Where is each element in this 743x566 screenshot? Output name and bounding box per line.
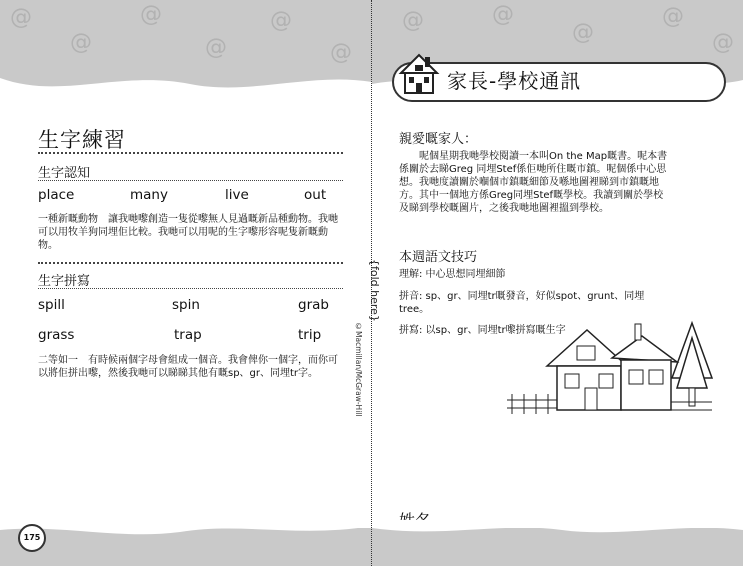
- skill-spelling: 拼寫: 以sp、gr、同埋tr嚟拼寫嘅生字: [399, 325, 566, 336]
- swirl-decoration-icon: @: [402, 8, 424, 33]
- greeting: 親愛嘅家人：: [399, 132, 478, 147]
- swirl-decoration-icon: @: [492, 2, 514, 27]
- bottom-decorative-band: [372, 528, 743, 566]
- spelling-word: grass: [38, 327, 75, 343]
- swirl-decoration-icon: @: [712, 30, 734, 55]
- activity-paragraph-1: 一種新嘅動物 讓我哋嚟創造一隻從嚟無人見過嘅新品種動物。我哋可以用牧羊狗同埋佢比較。我哋可以用呢的生字嚟形容呢隻新嘅動物。: [38, 214, 338, 251]
- spelling-word: trap: [174, 327, 202, 343]
- section-divider: [38, 262, 343, 264]
- copyright-credit: ©Macmillan/McGraw-Hill: [354, 322, 363, 417]
- vocab-word: place: [38, 187, 75, 203]
- top-decorative-band: [0, 0, 372, 98]
- activity-paragraph-2: 二等如一 有時候兩個字母會組成一個音。我會俾你一個字，而你可以將佢拼出嚟，然後我哋可以睇睇其他有嘅sp、gr、同埋tr字。: [38, 355, 338, 379]
- right-page: [372, 0, 743, 566]
- fold-here-label: {fold here}: [368, 258, 381, 322]
- section-divider: [38, 180, 343, 181]
- section-heading-spelling: 生字拼寫: [38, 274, 91, 289]
- skill-comprehension: 理解: 中心思想同埋細節: [399, 269, 506, 280]
- swirl-decoration-icon: @: [10, 5, 32, 30]
- spelling-word: grab: [298, 297, 329, 313]
- vocab-word: many: [130, 187, 168, 203]
- swirl-decoration-icon: @: [70, 30, 92, 55]
- spelling-word: spill: [38, 297, 65, 313]
- swirl-decoration-icon: @: [270, 8, 292, 33]
- swirl-decoration-icon: @: [572, 20, 594, 45]
- intro-paragraph: 呢個星期我哋學校閱讀一本叫On the Map嘅書。呢本書係關於去睇Greg 同埋Stef係佢哋所住嘅市鎮。呢個係中心思想。我哋度讀關於嗰個市鎮嘅細節及喺地圖裡睇到市鎮嘅地方。其中一個地方係Greg同埋Stef嘅學校。我讀到關於學校及睇到學校嘅圖片，之後我哋地圖裡搵到學校。: [399, 151, 668, 214]
- newsletter-title: 家長-學校通訊: [447, 69, 582, 93]
- skill-phonics: 拼音: sp、gr、同埋tr嘅發音，好似spot、grunt、同埋tree。: [399, 291, 645, 315]
- school-house-icon: [397, 51, 441, 97]
- swirl-decoration-icon: @: [140, 2, 162, 27]
- skills-heading: 本週語文技巧: [399, 250, 478, 265]
- band-wave-edge: [0, 520, 372, 540]
- title-divider: [38, 152, 343, 154]
- section-divider: [38, 288, 343, 289]
- swirl-decoration-icon: @: [330, 40, 352, 65]
- section-heading-recognition: 生字認知: [38, 166, 91, 181]
- swirl-decoration-icon: @: [205, 35, 227, 60]
- band-wave-edge: [372, 520, 743, 540]
- swirl-decoration-icon: @: [662, 4, 684, 29]
- spelling-word: trip: [298, 327, 322, 343]
- spelling-word: spin: [172, 297, 200, 313]
- house-illustration-icon: [507, 318, 717, 418]
- band-wave-edge: [0, 70, 372, 110]
- vocab-word: out: [304, 187, 327, 203]
- vocab-word: live: [225, 187, 249, 203]
- bottom-decorative-band: [0, 528, 372, 566]
- page-number: 175: [18, 524, 46, 552]
- page-title: 生字練習: [38, 128, 126, 152]
